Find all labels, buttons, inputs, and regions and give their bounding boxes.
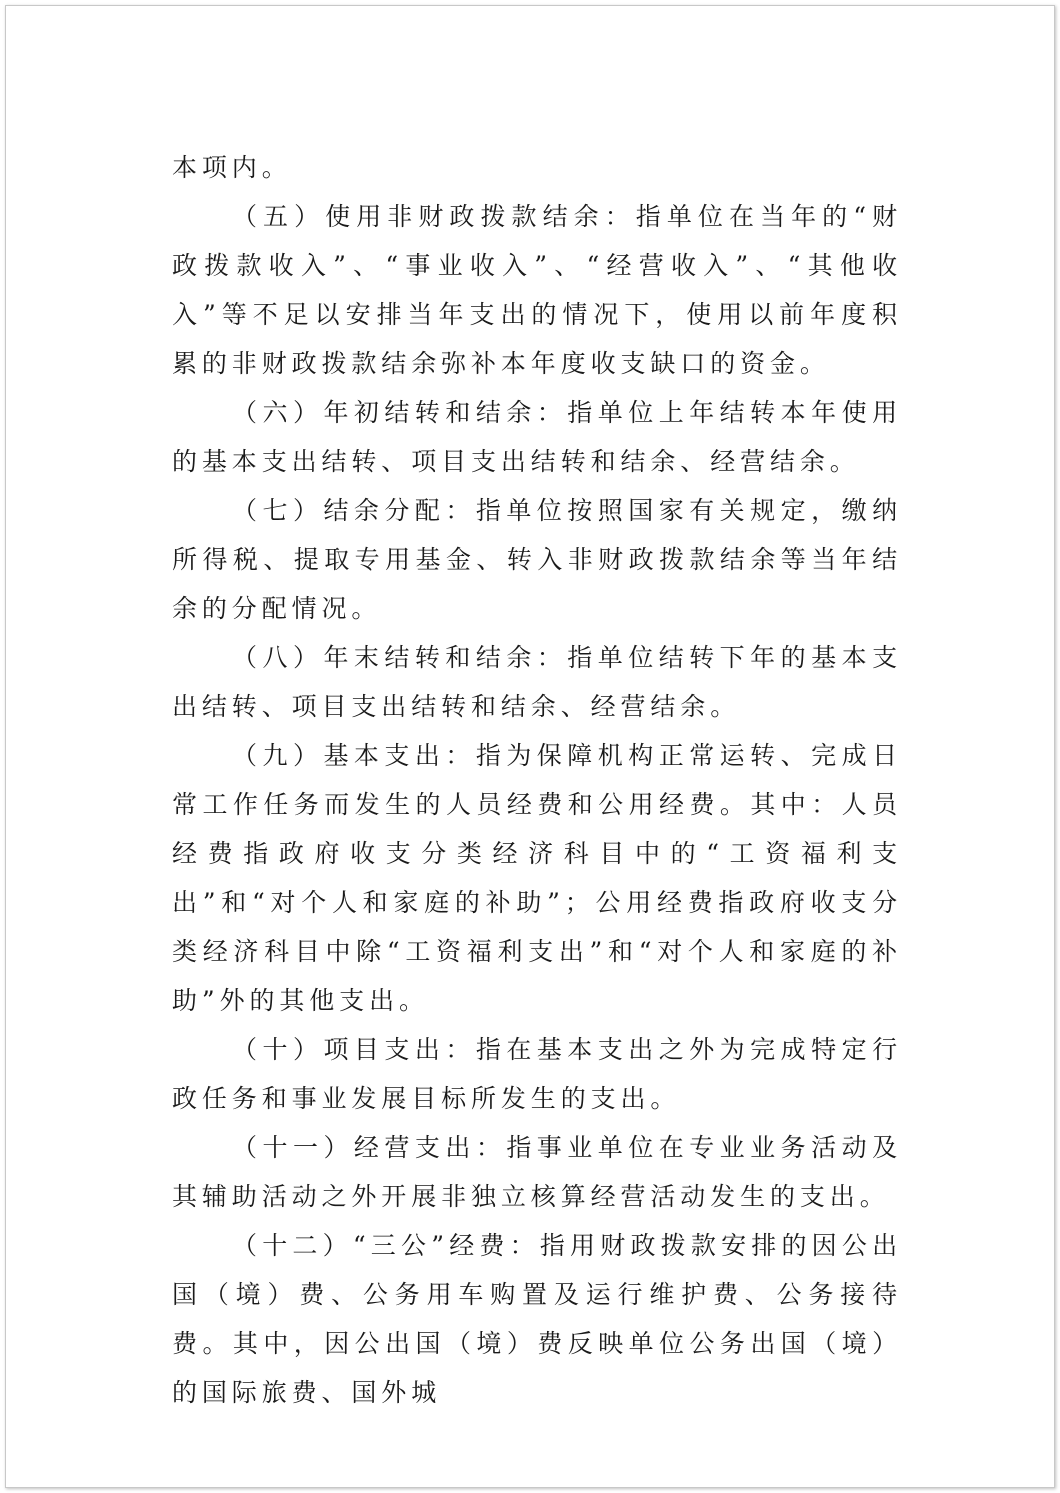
paragraph-item-11: （十一）经营支出：指事业单位在专业业务活动及其辅助活动之外开展非独立核算经营活动发生的支出。 <box>172 1133 902 1211</box>
document-page <box>5 5 1055 1488</box>
document-body <box>172 143 902 1417</box>
paragraph-item-12: （十二）“三公”经费：指用财政拨款安排的因公出国（境）费、公务用车购置及运行维护费、公务接待费。其中，因公出国（境）费反映单位公务出国（境）的国际旅费、国外城 <box>172 1231 902 1407</box>
paragraph-item-9: （九）基本支出：指为保障机构正常运转、完成日常工作任务而发生的人员经费和公用经费。其中：人员经费指政府收支分类经济科目中的“工资福利支出”和“对个人和家庭的补助”；公用经费指政府收支分类经济科目中除“工资福利支出”和“对个人和家庭的补助”外的其他支出。 <box>172 741 902 1015</box>
paragraph-item-10: （十）项目支出：指在基本支出之外为完成特定行政任务和事业发展目标所发生的支出。 <box>172 1035 902 1113</box>
paragraph-item-5: （五）使用非财政拨款结余：指单位在当年的“财政拨款收入”、“事业收入”、“经营收入”、“其他收入”等不足以安排当年支出的情况下，使用以前年度积累的非财政拨款结余弥补本年度收支缺口的资金。 <box>172 202 902 378</box>
paragraph-item-6: （六）年初结转和结余：指单位上年结转本年使用的基本支出结转、项目支出结转和结余、经营结余。 <box>172 398 902 476</box>
paragraph-continuation: 本项内。 <box>172 153 292 182</box>
paragraph-item-7: （七）结余分配：指单位按照国家有关规定，缴纳所得税、提取专用基金、转入非财政拨款结余等当年结余的分配情况。 <box>172 496 902 623</box>
paragraph-item-8: （八）年末结转和结余：指单位结转下年的基本支出结转、项目支出结转和结余、经营结余。 <box>172 643 902 721</box>
